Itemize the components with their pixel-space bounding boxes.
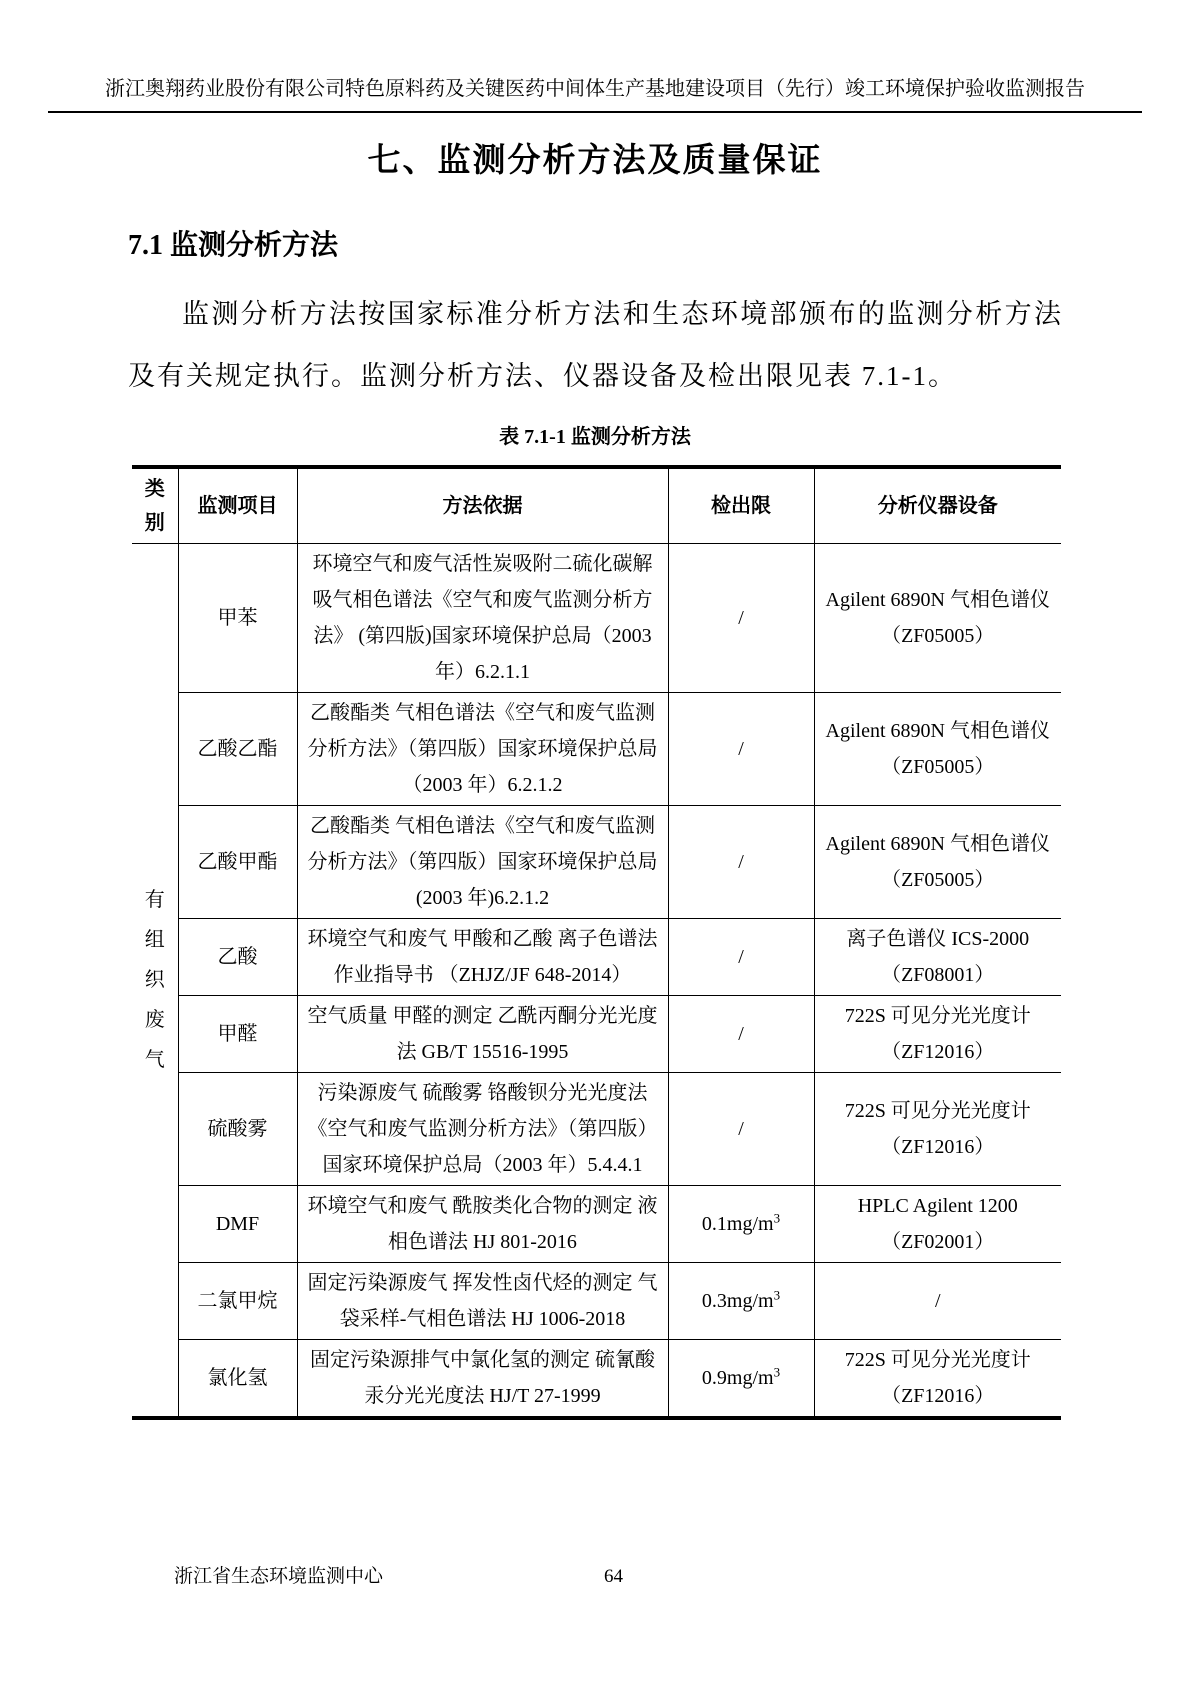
instrument-cell: / — [814, 1263, 1061, 1340]
table-row — [132, 693, 1061, 806]
table-row — [132, 1073, 1061, 1186]
limit-cell: / — [668, 693, 814, 806]
chapter-title: 七、监测分析方法及质量保证 — [367, 143, 823, 179]
method-cell: 污染源废气 硫酸雾 铬酸钡分光光度法《空气和废气监测分析方法》（第四版）国家环境保护总局（2003 年）5.4.4.1 — [297, 1073, 668, 1186]
instrument-cell: 722S 可见分光光度计（ZF12016） — [814, 1340, 1061, 1419]
limit-cell: $0.3mg/m^3$ — [668, 1263, 814, 1340]
limit-cell: / — [668, 996, 814, 1073]
table-caption: 表 7.1-1 监测分析方法 — [499, 426, 691, 448]
table-row — [132, 1186, 1061, 1263]
method-cell: 环境空气和废气 甲酸和乙酸 离子色谱法 作业指导书 （ZHJZ/JF 648-2014） — [297, 919, 668, 996]
limit-cell: $0.1mg/m^3$ — [668, 1186, 814, 1263]
item-cell: DMF — [178, 1186, 297, 1263]
method-cell: 环境空气和废气活性炭吸附二硫化碳解吸气相色谱法《空气和废气监测分析方法》 (第四版)国家环境保护总局（2003 年）6.2.1.1 — [297, 544, 668, 693]
item-cell: 氯化氢 — [178, 1340, 297, 1419]
document-header — [48, 76, 1142, 113]
category-cell: 有组织废气 — [132, 544, 178, 1419]
limit-cell: / — [668, 919, 814, 996]
limit-cell: / — [668, 806, 814, 919]
document-header-text: 浙江奥翔药业股份有限公司特色原料药及关键医药中间体生产基地建设项目（先行）竣工环境保护验收监测报告 — [105, 78, 1085, 100]
item-cell: 乙酸甲酯 — [178, 806, 297, 919]
instrument-cell: 722S 可见分光光度计（ZF12016） — [814, 996, 1061, 1073]
instrument-cell: Agilent 6890N 气相色谱仪（ZF05005） — [814, 693, 1061, 806]
method-cell: 环境空气和废气 酰胺类化合物的测定 液相色谱法 HJ 801-2016 — [297, 1186, 668, 1263]
method-cell: 空气质量 甲醛的测定 乙酰丙酮分光光度法 GB/T 15516-1995 — [297, 996, 668, 1073]
item-cell: 二氯甲烷 — [178, 1263, 297, 1340]
instrument-cell: Agilent 6890N 气相色谱仪（ZF05005） — [814, 544, 1061, 693]
table-row — [132, 1340, 1061, 1419]
column-header-item: 监测项目 — [178, 467, 297, 544]
table-row — [132, 544, 1061, 693]
page-number: 64 — [604, 1566, 623, 1587]
table-row — [132, 996, 1061, 1073]
footer-organization: 浙江省生态环境监测中心 — [174, 1566, 384, 1587]
item-cell: 乙酸乙酯 — [178, 693, 297, 806]
limit-cell: $0.9mg/m^3$ — [668, 1340, 814, 1419]
table-row — [132, 1263, 1061, 1340]
item-cell: 硫酸雾 — [178, 1073, 297, 1186]
method-cell: 固定污染源废气 挥发性卤代烃的测定 气袋采样-气相色谱法 HJ 1006-2018 — [297, 1263, 668, 1340]
item-cell: 甲醛 — [178, 996, 297, 1073]
item-cell: 乙酸 — [178, 919, 297, 996]
method-cell: 乙酸酯类 气相色谱法《空气和废气监测分析方法》（第四版）国家环境保护总局(2003 年)6.2.1.2 — [297, 806, 668, 919]
instrument-cell: 离子色谱仪 ICS-2000（ZF08001） — [814, 919, 1061, 996]
instrument-cell: 722S 可见分光光度计（ZF12016） — [814, 1073, 1061, 1186]
column-header-instrument: 分析仪器设备 — [814, 467, 1061, 544]
section-heading: 7.1 监测分析方法 — [128, 230, 339, 261]
body-paragraph: 监测分析方法按国家标准分析方法和生态环境部颁布的监测分析方法及有关规定执行。监测分析方法、仪器设备及检出限见表 7.1-1。 — [128, 299, 1063, 391]
method-cell: 乙酸酯类 气相色谱法《空气和废气监测分析方法》（第四版）国家环境保护总局（2003 年）6.2.1.2 — [297, 693, 668, 806]
limit-cell: / — [668, 1073, 814, 1186]
column-header-limit: 检出限 — [668, 467, 814, 544]
monitoring-methods-table — [132, 465, 1061, 1420]
method-cell: 固定污染源排气中氯化氢的测定 硫氰酸汞分光光度法 HJ/T 27-1999 — [297, 1340, 668, 1419]
limit-cell: / — [668, 544, 814, 693]
instrument-cell: Agilent 6890N 气相色谱仪（ZF05005） — [814, 806, 1061, 919]
item-cell: 甲苯 — [178, 544, 297, 693]
table-row — [132, 806, 1061, 919]
table-row — [132, 919, 1061, 996]
table-header-row — [132, 467, 1061, 544]
column-header-method: 方法依据 — [297, 467, 668, 544]
instrument-cell: HPLC Agilent 1200（ZF02001） — [814, 1186, 1061, 1263]
column-header-category: 类别 — [132, 467, 178, 544]
